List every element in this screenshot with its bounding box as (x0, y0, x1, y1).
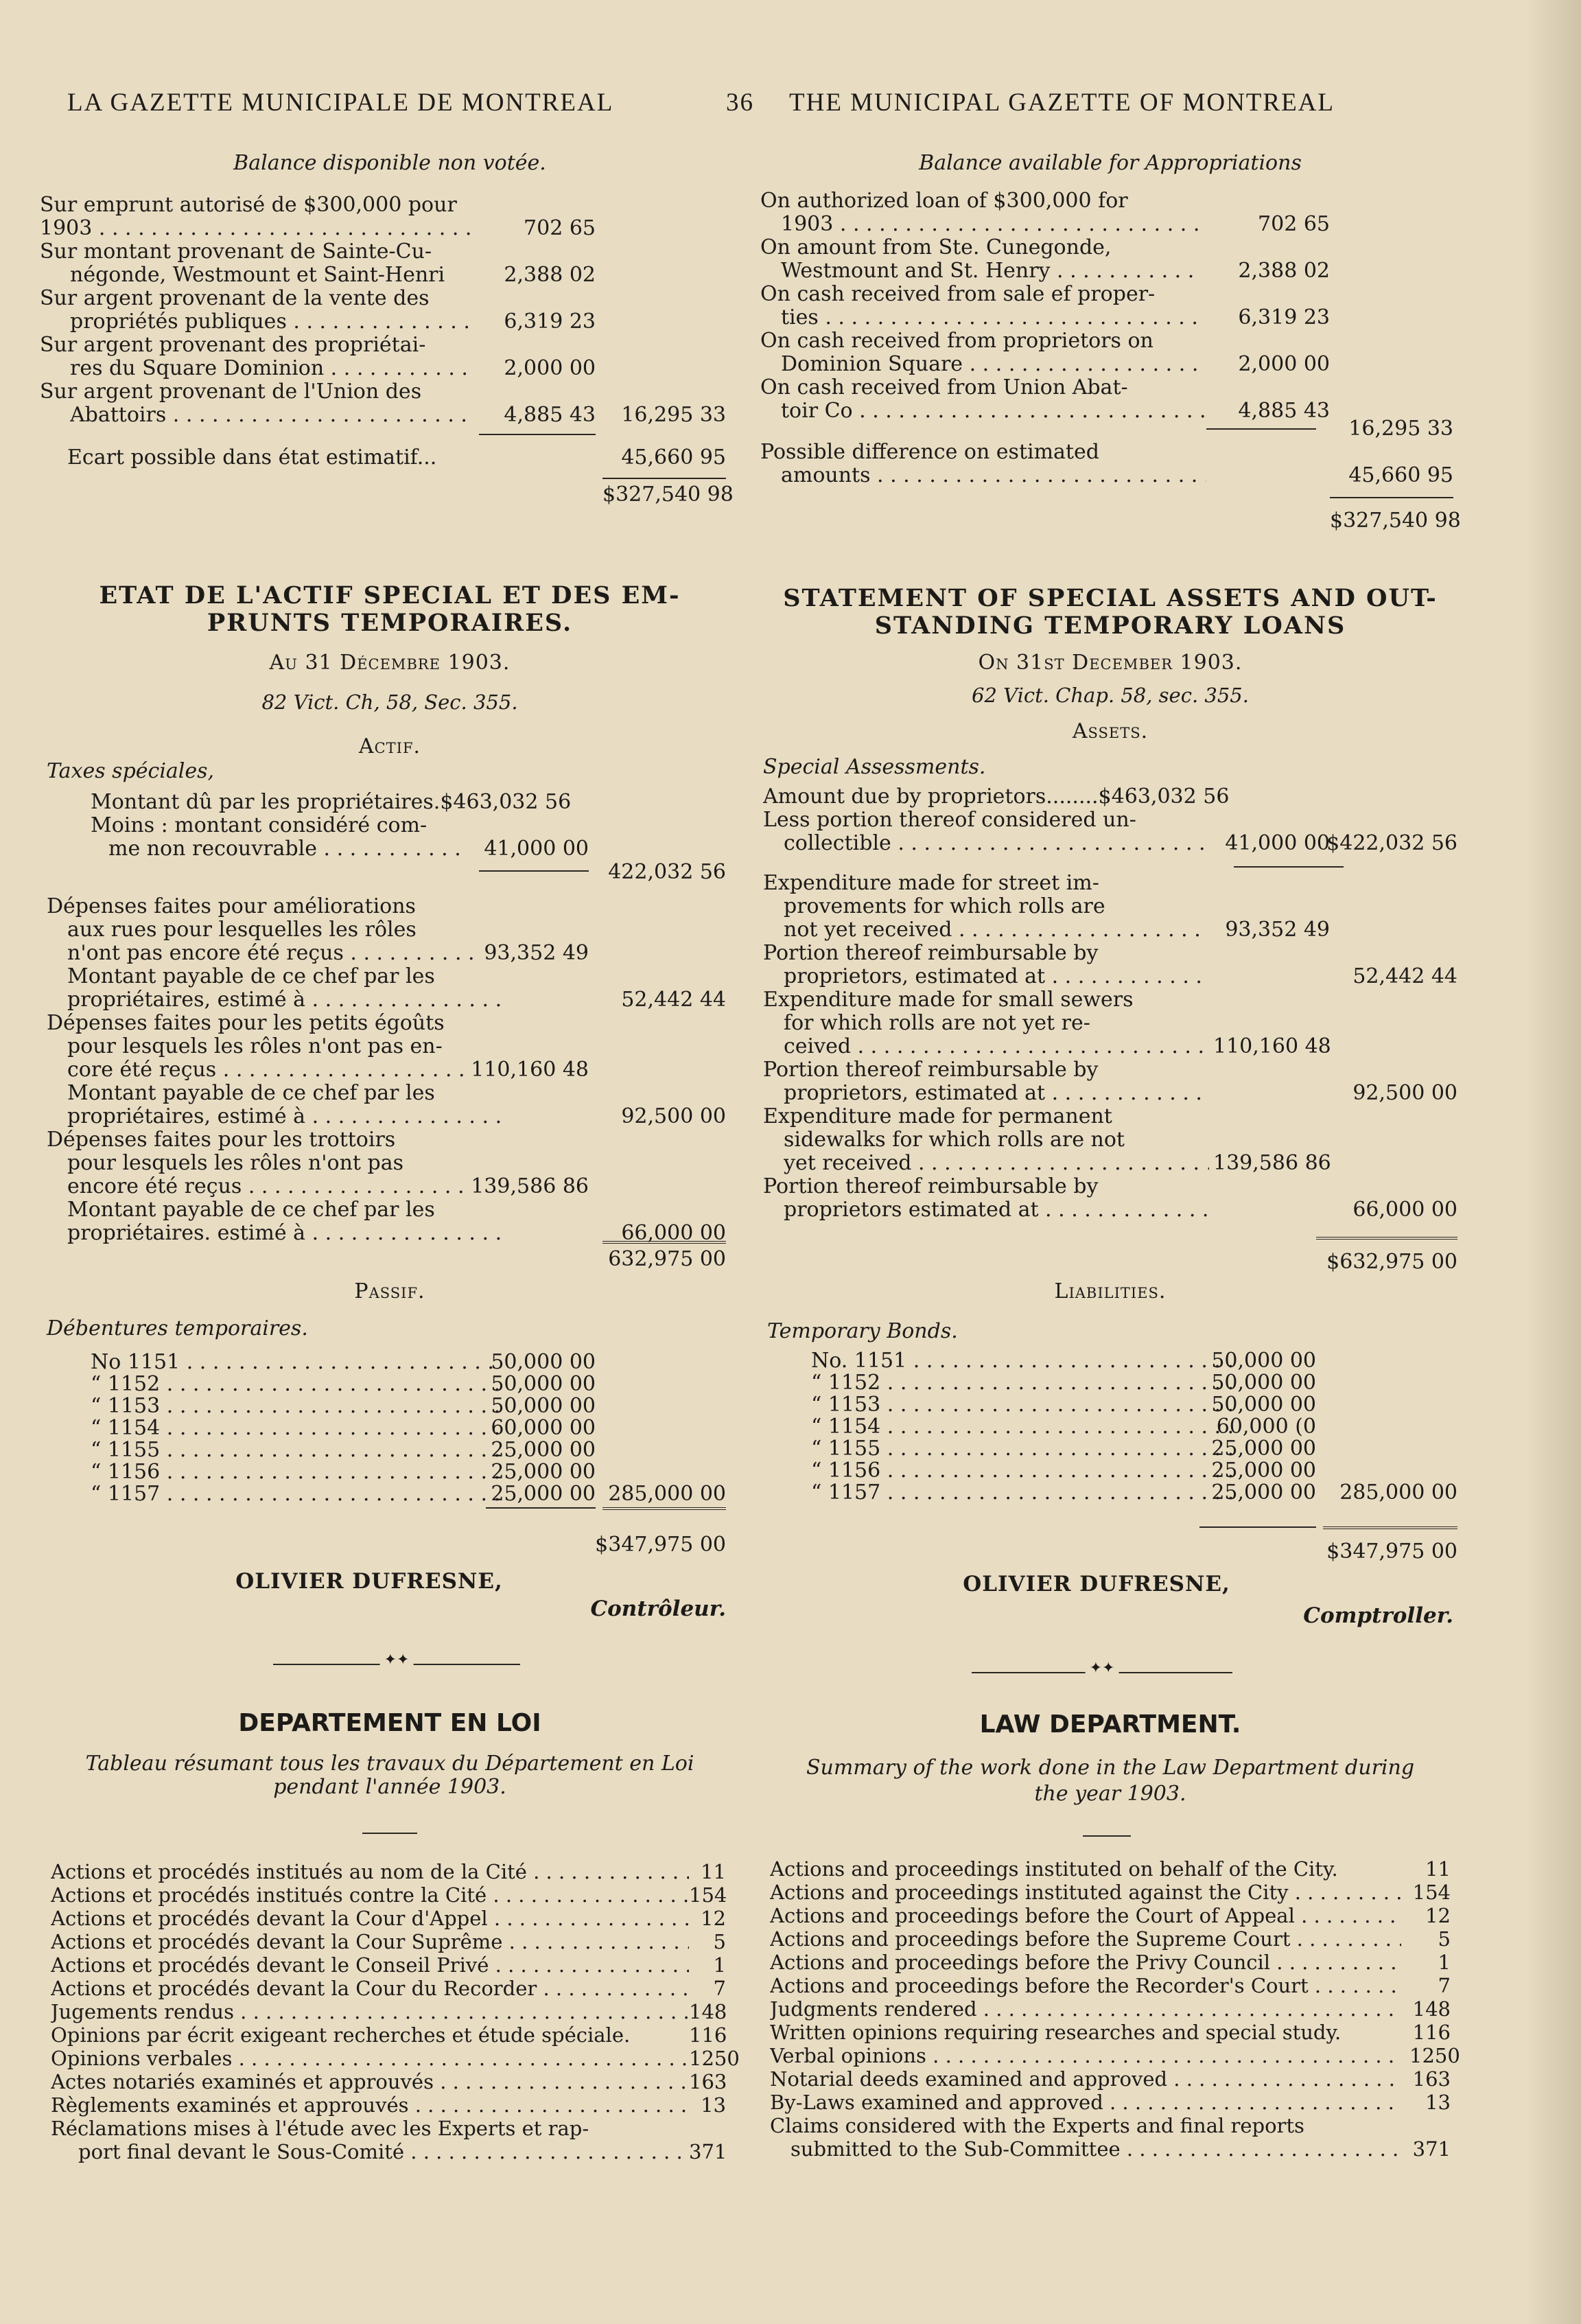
fr-law-row-6: Actions et procédés devant la Cour du Recorder . . . (51, 1977, 689, 2000)
en-law-row-7: Judgments rendered . . . (770, 1997, 1401, 2021)
fr-rule-3 (479, 870, 589, 872)
fr-law-value-6: 7 (713, 1977, 726, 2000)
fr-bond-no-7: “ 1157 . . . (91, 1483, 502, 1506)
fr-actif-line-12: Montant payable de ce chef par les (67, 1082, 435, 1105)
en-asset-line-13: proprietors, estimated at . . . (784, 1082, 1209, 1105)
fr-bond-no-6: “ 1156 . . . (91, 1461, 502, 1484)
en-asset-line-7: Portion thereof reimbursable by (763, 942, 1099, 965)
fr-law-row-9: Opinions verbales . . . (51, 2047, 689, 2070)
fr-actif-heading: Actif. (358, 734, 421, 758)
fr-actif-line-4: Dépenses faites pour améliorations (47, 895, 416, 918)
header-title-fr: LA GAZETTE MUNICIPALE DE MONTREAL (67, 89, 614, 117)
en-law-value-5: 1 (1438, 1951, 1451, 1974)
en-bond-no-6: “ 1156 . . . (811, 1459, 1237, 1483)
en-balance-subtotal: 16,295 33 (1348, 417, 1453, 441)
fr-passif-heading: Passif. (354, 1279, 425, 1303)
en-asset-line-12: Portion thereof reimbursable by (763, 1058, 1099, 1082)
fr-actif-line-10: pour lesquels les rôles n'ont pas en- (67, 1035, 443, 1058)
fr-statement-title-1: ETAT DE L'ACTIF SPECIAL ET DES EM- (99, 581, 681, 609)
fr-law-row-12b: port final devant le Sous-Comité . . . (78, 2140, 689, 2163)
fr-law-value-12: 371 (689, 2140, 727, 2163)
en-law-value-2: 154 (1412, 1881, 1451, 1904)
french-column (40, 137, 740, 2286)
fr-law-row-7: Jugements rendus . . . (51, 2000, 689, 2023)
fr-actif-line-11: core été reçus . . . (67, 1058, 465, 1082)
fr-ecart-value: 45,660 95 (621, 445, 726, 469)
fr-actif-line-6: n'ont pas encore été reçus . . . (67, 942, 479, 965)
fr-actif-line-3: me non recouvrable . . . (108, 837, 465, 861)
en-diff-block (760, 441, 1460, 487)
en-asset-value-7: 66,000 00 (1352, 1198, 1457, 1222)
fr-actif-line-9: Dépenses faites pour les petits égoûts (47, 1012, 445, 1035)
fr-balance-row-5a: Sur argent provenant de l'Union des (40, 380, 422, 404)
en-bond-value-3: 50,000 00 (1211, 1393, 1316, 1417)
en-law-row-9: Verbal opinions . . . (770, 2044, 1401, 2067)
fr-law-row-10: Actes notariés examinés et approuvés . . . (51, 2070, 689, 2093)
en-ornament-divider: ✦✦ (972, 1668, 1232, 1677)
fr-bond-no-4: “ 1154 . . . (91, 1417, 502, 1440)
en-law-row-12b: submitted to the Sub-Committee . . . (790, 2137, 1401, 2161)
en-law-value-9: 1250 (1409, 2044, 1460, 2067)
en-balance-value-3: 6,319 23 (1238, 305, 1330, 329)
fr-rule-1 (479, 434, 596, 435)
en-rule-2 (1330, 497, 1453, 498)
fr-law-value-7: 148 (689, 2000, 727, 2023)
en-law-value-12: 371 (1412, 2137, 1451, 2161)
fr-law-subtitle-2: pendant l'année 1903. (273, 1775, 506, 1799)
en-law-subtitle-1: Summary of the work done in the Law Department during (806, 1756, 1415, 1780)
fr-bond-value-3: 50,000 00 (491, 1394, 596, 1418)
en-diff-label-1: Possible difference on estimated (760, 441, 1099, 464)
fr-law-row-3: Actions et procédés devant la Cour d'Appel . . . (51, 1907, 689, 1930)
fr-actif-value-3: 52,442 44 (621, 988, 726, 1012)
en-assets-table (760, 785, 1460, 1222)
fr-actif-subtotal-1: 422,032 56 (608, 860, 726, 884)
fr-law-value-3: 12 (701, 1907, 726, 1930)
en-balance-value-2: 2,388 02 (1238, 259, 1330, 283)
en-balance-row-5a: On cash received from Union Abat- (760, 376, 1128, 399)
en-balance-row-3b: ties . . . (781, 306, 1206, 329)
en-balance-value-5: 4,885 43 (1238, 399, 1330, 423)
fr-actif-value-4: 110,160 48 (471, 1058, 589, 1082)
fr-law-row-4: Actions et procédés devant la Cour Suprême . . . (51, 1930, 689, 1953)
fr-debentures-heading: Débentures temporaires. (47, 1316, 308, 1340)
en-subtotal-row (760, 417, 1460, 441)
en-rule-3 (1234, 866, 1344, 868)
fr-balance-row-1a: Sur emprunt autorisé de $300,000 pour (40, 194, 457, 217)
fr-bond-value-6: 25,000 00 (491, 1460, 596, 1484)
en-statement-title-1: STATEMENT OF SPECIAL ASSETS AND OUT- (783, 584, 1438, 612)
en-law-table (760, 1857, 1460, 2161)
en-bond-no-2: “ 1152 . . . (811, 1371, 1237, 1395)
en-statement-title-2: STANDING TEMPORARY LOANS (874, 612, 1346, 640)
page-number: 36 (726, 89, 754, 117)
en-rule-4 (1316, 1237, 1457, 1240)
en-signature-role: Comptroller. (1303, 1603, 1453, 1628)
fr-statement-cite: 82 Vict. Ch, 58, Sec. 355. (261, 690, 518, 714)
en-asset-line-1: Amount due by proprietors........$463,032 56 (763, 785, 1230, 809)
en-balance-row-4b: Dominion Square . . . (781, 353, 1206, 376)
fr-law-value-10: 163 (689, 2070, 727, 2093)
en-temporary-heading: Temporary Bonds. (767, 1319, 958, 1343)
fr-rule-6 (602, 1507, 726, 1510)
fr-balance-value-5: 4,885 43 (504, 403, 596, 427)
en-balance-value-1: 702 65 (1258, 212, 1330, 236)
en-asset-line-14: Expenditure made for permanent (763, 1105, 1112, 1128)
fr-statement-date: Au 31 Décembre 1903. (269, 651, 511, 675)
en-balance-row-2b: Westmount and St. Henry . . . (781, 259, 1193, 283)
fr-law-value-5: 1 (713, 1953, 726, 1977)
en-law-value-7: 148 (1412, 1997, 1451, 2021)
fr-actif-total: 632,975 00 (608, 1247, 726, 1271)
en-law-value-6: 7 (1438, 1974, 1451, 1997)
en-asset-line-8: proprietors, estimated at . . . (784, 965, 1209, 988)
fr-actif-value-7: 66,000 00 (621, 1221, 726, 1245)
en-asset-line-11: ceived . . . (784, 1035, 1209, 1058)
fr-actif-line-5: aux rues pour lesquelles les rôles (67, 918, 417, 942)
fr-balance-value-3: 6,319 23 (504, 310, 596, 334)
fr-actif-line-2: Moins : montant considéré com- (91, 814, 428, 837)
fr-balance-value-4: 2,000 00 (504, 356, 596, 380)
en-balance-table (760, 189, 1460, 423)
en-rule-6 (1323, 1526, 1457, 1529)
fr-bond-no-1: No 1151 . . . (91, 1351, 502, 1374)
en-law-value-3: 12 (1425, 1904, 1451, 1927)
en-bond-value-5: 25,000 00 (1211, 1437, 1316, 1461)
fr-signature: OLIVIER DUFRESNE, (235, 1569, 503, 1594)
fr-law-subtitle-1: Tableau résumant tous les travaux du Département en Loi (85, 1752, 694, 1776)
en-balance-row-2a: On amount from Ste. Cunegonde, (760, 236, 1112, 259)
en-bond-no-4: “ 1154 . . . (811, 1415, 1237, 1439)
en-bond-no-1: No. 1151 . . . (811, 1349, 1237, 1373)
fr-balance-row-5b: Abattoirs . . . (70, 404, 475, 427)
en-balance-row-1a: On authorized loan of $300,000 for (760, 189, 1128, 213)
en-asset-value-4: 110,160 48 (1213, 1034, 1331, 1058)
fr-balance-value-2: 2,388 02 (504, 263, 596, 287)
fr-bond-value-1: 50,000 00 (491, 1350, 596, 1374)
fr-actif-total-row (40, 1248, 740, 1271)
en-bonds-table (760, 1349, 1460, 1503)
en-balance-row-5b: toir Co . . . (781, 399, 1206, 423)
fr-law-value-4: 5 (713, 1930, 726, 1953)
fr-bond-value-7: 25,000 00 (491, 1482, 596, 1506)
en-bond-value-6: 25,000 00 (1211, 1459, 1316, 1483)
fr-balance-subtotal: 16,295 33 (621, 403, 726, 427)
en-asset-value-6: 139,586 86 (1213, 1151, 1331, 1175)
fr-law-value-9: 1250 (689, 2047, 740, 2070)
fr-actif-line-17: Montant payable de ce chef par les (67, 1198, 435, 1222)
fr-law-title: DEPARTEMENT EN LOI (238, 1709, 541, 1737)
en-asset-line-18: proprietors estimated at . . . (784, 1198, 1209, 1222)
fr-bond-no-3: “ 1153 . . . (91, 1395, 502, 1418)
en-bond-no-5: “ 1155 . . . (811, 1437, 1237, 1461)
fr-balance-row-2b: négonde, Westmount et Saint-Henri (70, 264, 445, 287)
fr-law-value-8: 116 (689, 2023, 727, 2047)
en-bond-value-4: 60,000 (0 (1216, 1415, 1316, 1439)
fr-signature-role: Contrôleur. (590, 1596, 726, 1621)
en-asset-line-10: for which rolls are not yet re- (784, 1012, 1090, 1035)
en-grand-total-row (760, 1540, 1460, 1564)
fr-bond-value-4: 60,000 00 (491, 1416, 596, 1440)
fr-statement-title-2: PRUNTS TEMPORAIRES. (207, 609, 573, 637)
en-bond-value-7: 25,000 00 (1211, 1480, 1316, 1504)
en-law-value-11: 13 (1425, 2091, 1451, 2114)
en-rule-5 (1199, 1526, 1316, 1528)
en-asset-line-6: not yet received . . . (784, 918, 1209, 942)
fr-law-value-2: 154 (689, 1883, 727, 1907)
fr-grand-total-row (40, 1533, 740, 1557)
en-asset-line-2: Less portion thereof considered un- (763, 809, 1136, 832)
en-bonds-total: 285,000 00 (1339, 1480, 1457, 1504)
fr-law-row-5: Actions et procédés devant le Conseil Privé . . . (51, 1953, 689, 1977)
en-asset-value-2: 93,352 49 (1225, 918, 1330, 942)
fr-actif-line-18: propriétaires. estimé à . . . (67, 1222, 506, 1245)
en-law-value-1: 11 (1425, 1857, 1451, 1881)
running-head (0, 88, 1581, 122)
fr-grand-total: $347,975 00 (595, 1533, 726, 1557)
en-assets-total-row (760, 1251, 1460, 1274)
en-law-row-12a: Claims considered with the Experts and final reports (770, 2114, 1304, 2137)
en-assets-heading: Assets. (1072, 719, 1149, 743)
page-edge (1526, 0, 1581, 2324)
fr-actif-table (40, 791, 740, 1245)
fr-law-value-11: 13 (701, 2093, 726, 2117)
fr-actif-value-1: 41,000 00 (484, 837, 589, 861)
en-asset-line-15: sidewalks for which rolls are not (784, 1128, 1125, 1152)
fr-balance-total: $327,540 98 (602, 483, 734, 507)
en-balance-total-row (760, 509, 1460, 533)
fr-balance-row-3a: Sur argent provenant de la vente des (40, 287, 430, 310)
en-asset-line-4: Expenditure made for street im- (763, 872, 1099, 895)
en-diff-value: 45,660 95 (1348, 463, 1453, 487)
fr-actif-value-5: 92,500 00 (621, 1104, 726, 1128)
fr-balance-row-1b: 1903 . . . (40, 217, 472, 240)
en-law-row-1: Actions and proceedings instituted on behalf of the City. (770, 1857, 1338, 1881)
en-law-row-8: Written opinions requiring researches and special study. (770, 2021, 1342, 2044)
en-law-row-5: Actions and proceedings before the Privy Council . . . (770, 1951, 1401, 1974)
fr-actif-value-2: 93,352 49 (484, 941, 589, 965)
en-bond-value-2: 50,000 00 (1211, 1371, 1316, 1395)
fr-law-rule (362, 1833, 417, 1834)
fr-actif-line-7: Montant payable de ce chef par les (67, 965, 435, 988)
fr-actif-line-14: Dépenses faites pour les trottoirs (47, 1128, 396, 1152)
header-title-en: THE MUNICIPAL GAZETTE OF MONTREAL (789, 89, 1335, 117)
fr-balance-value-1: 702 65 (524, 216, 596, 240)
en-asset-value-3: 52,442 44 (1352, 964, 1457, 988)
en-law-row-10: Notarial deeds examined and approved . . . (770, 2067, 1401, 2091)
en-law-value-10: 163 (1412, 2067, 1451, 2091)
fr-law-row-11: Règlements examinés et approuvés . . . (51, 2093, 689, 2117)
fr-law-table (40, 1860, 740, 2163)
en-balance-row-4a: On cash received from proprietors on (760, 329, 1153, 353)
en-asset-line-17: Portion thereof reimbursable by (763, 1175, 1099, 1198)
en-asset-value-5: 92,500 00 (1352, 1081, 1457, 1105)
en-asset-subtotal-1: $422,032 56 (1326, 831, 1457, 855)
en-law-value-4: 5 (1438, 1927, 1451, 1951)
fr-balance-table (40, 194, 740, 427)
en-assets-total: $632,975 00 (1326, 1250, 1457, 1274)
fr-ecart-block (40, 446, 740, 469)
fr-bond-no-2: “ 1152 . . . (91, 1373, 502, 1396)
en-law-subtitle-2: the year 1903. (1034, 1782, 1186, 1806)
fr-ecart-label: Ecart possible dans état estimatif... (67, 446, 437, 469)
fr-balance-row-4b: res du Square Dominion . . . (70, 357, 475, 380)
fr-rule-4 (602, 1241, 726, 1244)
fr-law-row-2: Actions et procédés institués contre la Cité . . . (51, 1883, 689, 1907)
fr-actif-line-15: pour lesquels les rôles n'ont pas (67, 1152, 404, 1175)
en-bond-no-7: “ 1157 . . . (811, 1481, 1237, 1504)
en-balance-row-3a: On cash received from sale ef proper- (760, 283, 1156, 306)
fr-bonds-total: 285,000 00 (608, 1482, 726, 1506)
en-balance-row-1b: 1903 . . . (781, 213, 1206, 236)
fr-law-value-1: 11 (701, 1860, 726, 1883)
fr-rule-5 (486, 1507, 596, 1509)
en-law-rule (1083, 1835, 1131, 1837)
en-statement-date: On 31st December 1903. (978, 651, 1243, 675)
fr-law-row-12a: Réclamations mises à l'étude avec les Experts et rap- (51, 2117, 589, 2140)
en-asset-value-1: 41,000 00 (1225, 831, 1330, 855)
en-balance-value-4: 2,000 00 (1238, 352, 1330, 376)
en-liabilities-heading: Liabilities. (1054, 1279, 1167, 1303)
en-asset-line-5: provements for which rolls are (784, 895, 1105, 918)
fr-rule-2 (602, 478, 726, 479)
fr-actif-line-16: encore été reçus . . . (67, 1175, 465, 1198)
en-diff-label-2: amounts . . . (781, 464, 1206, 487)
en-law-row-11: By-Laws examined and approved . . . (770, 2091, 1401, 2114)
fr-bonds-table (40, 1351, 740, 1504)
en-law-row-6: Actions and proceedings before the Recorder's Court . . . (770, 1974, 1401, 1997)
en-asset-line-3: collectible . . . (784, 832, 1209, 855)
fr-actif-line-8: propriétaires, estimé à . . . (67, 988, 506, 1012)
fr-bond-value-2: 50,000 00 (491, 1372, 596, 1396)
fr-balance-total-row (40, 483, 740, 507)
en-law-row-4: Actions and proceedings before the Supreme Court . . . (770, 1927, 1401, 1951)
fr-law-row-1: Actions et procédés institués au nom de la Cité . . . (51, 1860, 689, 1883)
english-column (760, 137, 1460, 2286)
en-balance-title: Balance available for Appropriations (919, 151, 1302, 175)
en-law-row-2: Actions and proceedings instituted against the City . . . (770, 1881, 1401, 1904)
fr-actif-line-13: propriétaires, estimé à . . . (67, 1105, 506, 1128)
fr-ornament-divider: ✦✦ (273, 1660, 520, 1669)
en-law-row-3: Actions and proceedings before the Court of Appeal . . . (770, 1904, 1401, 1927)
en-asset-line-16: yet received . . . (784, 1152, 1209, 1175)
fr-balance-row-3b: propriétés publiques . . . (70, 310, 475, 334)
fr-taxes-heading: Taxes spéciales, (47, 759, 215, 783)
en-signature: OLIVIER DUFRESNE, (963, 1572, 1230, 1596)
fr-law-row-8: Opinions par écrit exigeant recherches et étude spéciale. (51, 2023, 631, 2047)
en-bond-no-3: “ 1153 . . . (811, 1393, 1237, 1417)
fr-bond-value-5: 25,000 00 (491, 1438, 596, 1462)
en-special-heading: Special Assessments. (763, 755, 986, 779)
fr-balance-row-2a: Sur montant provenant de Sainte-Cu- (40, 240, 432, 264)
fr-bond-no-5: “ 1155 . . . (91, 1439, 502, 1462)
en-asset-line-9: Expenditure made for small sewers (763, 988, 1134, 1012)
en-balance-total: $327,540 98 (1330, 509, 1461, 533)
fr-actif-value-6: 139,586 86 (471, 1174, 589, 1198)
en-law-title: LAW DEPARTMENT. (979, 1710, 1241, 1739)
fr-balance-title: Balance disponible non votée. (233, 151, 546, 175)
en-statement-cite: 62 Vict. Chap. 58, sec. 355. (972, 684, 1249, 707)
fr-balance-row-4a: Sur argent provenant des propriétai- (40, 334, 426, 357)
fr-actif-line-1: Montant dû par les propriétaires.$463,032 56 (91, 791, 572, 814)
en-bond-value-1: 50,000 00 (1211, 1349, 1316, 1373)
en-grand-total: $347,975 00 (1326, 1539, 1457, 1564)
en-law-value-8: 116 (1412, 2021, 1451, 2044)
